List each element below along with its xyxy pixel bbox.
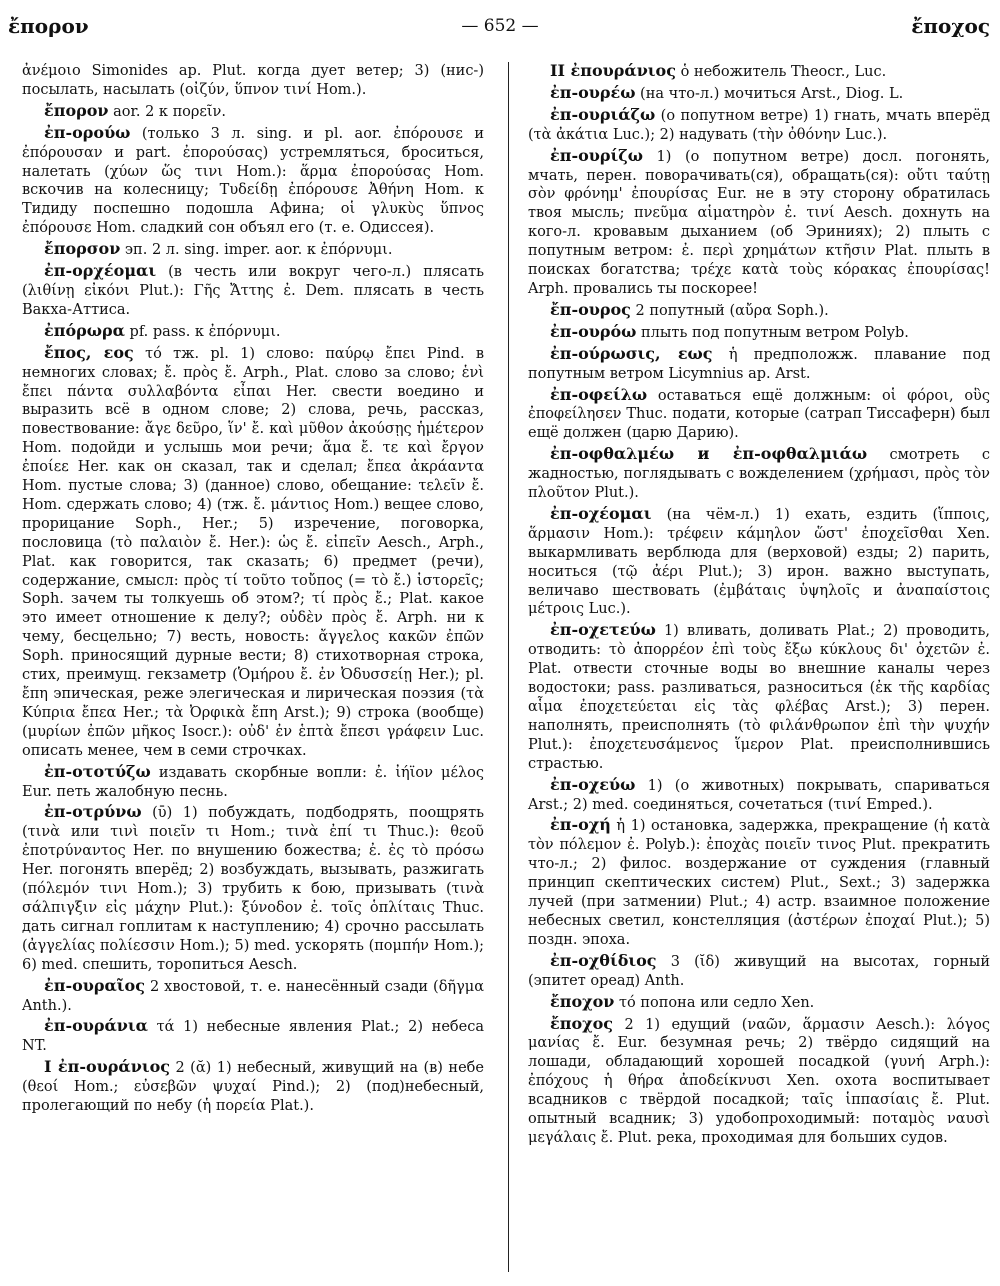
- entry-headword: ἐπ-οχή: [550, 815, 611, 835]
- dictionary-entry: [528, 147, 990, 299]
- entry-headword: ἐπ-οτρύνω: [44, 802, 142, 822]
- entry-headword: ἐπ-ορούω: [44, 122, 131, 142]
- dictionary-entry: [528, 952, 990, 991]
- entry-text: τό тж. pl. 1) слово: παύρῳ ἔπει Pind. в немногих словах; ἔ. πρὸς ἔ. Arph., Plat. слово за слово; ἑνὶ ἔπει πάντα συλλαβόντα εἶπαι Her. свести воедино и выразить всё в одном слове; 2) слова, речь, рассказ, повествование: ἄγε δεῦρο, ἵν' ἔ. καὶ μῦθον ἀκούσῃς ἡμέτερον Hom. подойди и услышь мои речи; ἅμα ἔ. τε καὶ ἔργον ἐποίεε Her. как он сказал, так и сделал; ἔπεα ἀκράαντα Hom. пустые слова; 3) (данное) слово, обещание: τελεῖν ἔ. Hom. сдержать слово; 4) (тж. ἔ. μάντιος Hom.) вещее слово, прорицание Soph., Her.; 5) изречение, поговорка, пословица (τὸ παλαιὸν ἔ. Her.): ὡς ἔ. εἰπεῖν Aesch., Arph., Plat. как говорится, так сказать; 6) предмет (речи), содержание, смысл: πρὸς τί τοῦτο τοὔπος (= τὸ ἔ.) ἱστορεῖς; Soph. зачем ты толкуешь об этом?; τί πρὸς ἔ.; Plat. какое это имеет отношение к делу?; οὐδὲν πρὸς ἔ. Arph. ни к чему, бесцельно; 7) весть, новость: ἄγγελος κακῶν ἐπῶν Soph. приносящий дурные вести; 8) стихотворная строка, стих, преимущ. гекзаметр (Ὁμήρου ἔ. ἐν Ὀδυσσείῃ Her.); pl. ἔπη эпическая, реже элегическая и лирическая поэзия (τὰ Κύπρια ἔπεα Her.; τὰ Ὀρφικὰ ἔπη Arst.); 9) строка (вообще) (μυρίων ἐπῶν μῆκος Isocr.): οὐδ' ἐν ἑπτὰ ἔπεσι γράφειν Luc. описать менее, чем в семи строчках.: [22, 345, 484, 759]
- dictionary-entry: [528, 505, 990, 619]
- dictionary-entry: [528, 323, 990, 343]
- dictionary-entry: [528, 386, 990, 444]
- entry-text: смотреть с жадностью, поглядывать с вожделением (χρήμασι, πρὸς τὸν πλοῦτον Plut.).: [528, 447, 990, 502]
- entry-headword: ἔπορσον: [44, 239, 121, 259]
- entry-headword: ἐπ-οχέομαι: [550, 503, 652, 523]
- dictionary-entry: [22, 344, 484, 761]
- entry-text: 2 попутный (αὔρα Soph.).: [630, 302, 829, 319]
- entry-text: 1) (о животных) покрывать, спариваться Arst.; 2) med. соединяться, сочетаться (τινί Emped.).: [528, 777, 990, 813]
- entry-text: 2 (ᾰ) 1) небесный, живущий на (в) небе (θεοί Hom.; εὐσεβῶν ψυχαί Pind.); 2) (под)небесный, пролегающий по небу (ἡ πορεία Plat.).: [22, 1060, 484, 1115]
- dictionary-entry: [528, 621, 990, 773]
- dictionary-entry: [528, 1015, 990, 1148]
- page-header: [0, 0, 1000, 48]
- dictionary-entry: [22, 977, 484, 1016]
- page-number: — 652 —: [461, 16, 539, 36]
- entry-text: (в честь или вокруг чего-л.) плясать (λιθίνῃ εἰκόνι Plut.): Γῆς Ἄττης ἐ. Dem. плясать в честь Вакха-Аттиса.: [22, 264, 484, 318]
- entry-text: (ῡ) 1) побуждать, подбодрять, поощрять (τινὰ или τινὶ ποιεῖν τι Hom.; τινὰ ἐπί τι Thuc.): θεοῦ ἐποτρύναντος Her. по внушению божества; ἐ. ἐς τὸ πρόσω Her. погонять вперёд; 2) возбуждать, вызывать, разжигать (πόλεμόν τινι Hom.); 3) трубить к бою, призывать (τινὰ σάλπιγξιν εἰς μάχην Plut.): ξύνοδον ἐ. τοῖς ὁπλίταις Thuc. дать сигнал гоплитам к наступлению; 4) срочно рассылать (ἀγγελίας πολίεσσιν Hom.); 5) med. ускорять (πομπήν Hom.); 6) med. спешить, торопиться Aesch.: [22, 805, 484, 973]
- entry-headword: ἐπ-ουρέω: [550, 82, 636, 102]
- column-divider: [508, 62, 509, 1272]
- entry-text: 1) (о попутном ветре) досл. погонять, мчать, перен. поворачивать(ся), обращать(ся): οὔτι ταύτῃ σὸν φρόνημ' ἐπουρίσας Eur. не в эту сторону обратилась твоя мысль; πνεῦμα αἱματηρὸν ἐ. τινί Aesch. дохнуть на кого-л. кровавым дыханием (об Эриниях); 2) плыть с попутным ветром: ἐ. περὶ χρημάτων κτῆσιν Plat. плыть в поисках богатства; τρέχε κατὰ τοὺς κόρακας ἐπουρίσας! Arph. провались ты поскорее!: [528, 148, 990, 297]
- entry-headword: ἐπ-ούρωσις, εως: [550, 343, 713, 363]
- entry-headword: ἐπ-ουρόω: [550, 321, 637, 341]
- dictionary-entry: [528, 301, 990, 321]
- entry-text: плыть под попутным ветром Polyb.: [636, 324, 909, 341]
- dictionary-entry: [528, 84, 990, 104]
- running-headword-left: ἔπορον: [8, 14, 89, 38]
- entry-text: (только 3 л. sing. и pl. aor. ἐπόρουσε и ἐπόρουσαν и part. ἐπορούσας) устремляться, броситься, налетать (χύων ὥς τινι Hom.): ἅρμα ἐπορούσας Hom. вскочив на колесницу; Τυδείδῃ ἐπόρουσε Ἀθήνη Hom. к Тидиду поспешно подошла Афина; οἱ γλυκὺς ὕπνος ἐπόρουσε Hom. сладкий сон объял его (т. е. Одиссея).: [22, 125, 484, 237]
- dictionary-entry: [22, 1058, 484, 1116]
- entry-headword: ἐπ-οφείλω: [550, 384, 648, 404]
- entry-text: (на что-л.) мочиться Arst., Diog. L.: [635, 85, 904, 102]
- dictionary-entry: [528, 345, 990, 384]
- dictionary-entry: [22, 763, 484, 802]
- dictionary-entry: [22, 1017, 484, 1056]
- entry-headword: I ἐπ-ουράνιος: [44, 1057, 170, 1077]
- entry-text: (на чём-л.) 1) ехать, ездить (ἵπποις, ἅρμασιν Hom.): τρέφειν κάμηλον ὥστ' ἐποχεῖσθαι Xen. выкармливать верблюда для (верховой) езды; 2) парить, носиться (τῷ ἀέρι Plut.); 3) ирон. важно выступать, величаво шествовать (ἐμβάταις ὑψηλοῖς и ἀναπαίστοις μέτροις Luc.).: [528, 506, 990, 618]
- dictionary-entry: [22, 102, 484, 122]
- entry-text: τό попона или седло Xen.: [614, 994, 815, 1011]
- dictionary-entry: [528, 445, 990, 503]
- dictionary-entry: [22, 803, 484, 974]
- entry-text: 2 хвостовой, т. е. нанесённый сзади (δῆγμα Anth.).: [22, 978, 484, 1014]
- dictionary-entry: [22, 62, 484, 100]
- entry-text: оставаться ещё должным: οἱ φόροι, οὓς ἐποφείλησεν Thuc. подати, которые (сатрап Тиссаферн) был ещё должен (царю Дарию).: [528, 387, 990, 442]
- entry-headword: ἐπ-οτοτύζω: [44, 761, 151, 781]
- entry-headword: ἐπ-οχετεύω: [550, 620, 656, 640]
- dictionary-entry: [528, 993, 990, 1013]
- entry-text: ἡ предположж. плавание под попутным ветром Licymnius ap. Arst.: [528, 346, 990, 382]
- left-column: [22, 62, 484, 1118]
- entry-headword: II ἐπουράνιος: [550, 61, 676, 80]
- entry-text: эп. 2 л. sing. imper. aor. к ἐπόρνυμι.: [120, 242, 393, 259]
- entry-headword: ἐπ-ορχέομαι: [44, 261, 157, 281]
- entry-text: aor. 2 к πορεῖν.: [108, 103, 226, 120]
- entry-text: ἡ 1) остановка, задержка, прекращение (ἡ κατὰ τὸν πόλεμον ἐ. Polyb.): ἐποχὰς ποιεῖν τινος Plut. прекратить что-л.; 2) филос. воздержание от суждения (главный принцип скептических систем) Plut., Sext.; 3) задержка лучей (при затмении) Plut.; 4) астр. взаимное положение небесных светил, констелляция (ἀστέρων ἐποχαί Plut.); 5) поздн. эпоха.: [528, 818, 990, 948]
- entry-headword: ἐπ-ουραῖος: [44, 975, 145, 995]
- entry-headword: ἐπ-ουρίζω: [550, 145, 643, 165]
- right-column: [528, 62, 990, 1150]
- dictionary-entry: [528, 106, 990, 145]
- entry-text: 3 (ῐδ) живущий на высотах, горный (эпитет ореад) Anth.: [528, 953, 990, 989]
- entry-text: 2 1) едущий (ναῶν, ἅρμασιν Aesch.): λόγος μανίας ἔ. Eur. безумная речь; 2) твёрдо сидящий на лошади, обладающий хорошей посадкой (γυνή Arph.): ἐπόχους ἡ θήρα ἀποδείκνυσι Xen. охота воспитывает всадников с твёрдой посадкой; ταῖς ἱππασίαις ἔ. Plut. опытный всадник; 3) удобопроходимый: ποταμὸς ναυσὶ μεγάλαις ἔ. Plut. река, проходимая для больших судов.: [528, 1016, 990, 1146]
- dictionary-entry: [528, 62, 990, 82]
- entry-text: (о попутном ветре) 1) гнать, мчать вперёд (τὰ ἀκάτια Luc.); 2) надувать (τὴν ὀθόνην Luc.).: [528, 107, 990, 143]
- entry-headword: ἔποχον: [550, 991, 615, 1011]
- dictionary-entry: [22, 240, 484, 260]
- dictionary-entry: [528, 776, 990, 815]
- entry-headword: ἔπορον: [44, 100, 109, 120]
- dictionary-entry: [528, 816, 990, 949]
- entry-headword: ἐπ-οχθίδιος: [550, 950, 657, 970]
- entry-headword: ἔπος, εος: [44, 342, 134, 362]
- entry-headword: ἐπ-οφθαλμέω и ἐπ-οφθαλμιάω: [550, 444, 868, 464]
- entry-headword: ἔπ-ουρος: [550, 299, 631, 319]
- entry-headword: ἐπ-ουράνια: [44, 1016, 148, 1036]
- dictionary-entry: [22, 322, 484, 342]
- entry-headword: ἐπ-οχεύω: [550, 774, 636, 794]
- entry-headword: ἐπόρωρα: [44, 320, 125, 340]
- dictionary-entry: [22, 262, 484, 320]
- entry-headword: ἔποχος: [550, 1013, 614, 1033]
- entry-text: pf. pass. к ἐπόρνυμι.: [124, 323, 281, 340]
- entry-text: τά 1) небесные явления Plat.; 2) небеса NT.: [22, 1019, 484, 1055]
- entry-text: ὁ небожитель Theocr., Luc.: [675, 64, 887, 80]
- entry-text: 1) вливать, доливать Plat.; 2) проводить, отводить: τὸ ἀπορρέον ἐπὶ τοὺς ἔξω κύκλους δι' ὀχετῶν ἐ. Plat. отвести сточные воды во внешние каналы через водостоки; pass. разливаться, разноситься (ἐκ τῆς καρδίας αἷμα ἐποχετεύεται εἰς τὰς φλέβας Arst.); 3) перен. наполнять, преисполнять (τὸ φιλάνθρωπον ἐπὶ τὴν ψυχήν Plut.): ἐποχετευσάμενος ἵμερον Plat. преисполнившись страстью.: [528, 623, 990, 772]
- running-headword-right: ἔποχος: [911, 14, 990, 38]
- entry-text: издавать скорбные вопли: ἐ. ἰήϊον μέλος Eur. петь жалобную песнь.: [22, 764, 484, 800]
- dictionary-entry: [22, 124, 484, 238]
- entry-text: ἀνέμοιο Simonides ap. Plut. когда дует ветер; 3) (нис-) посылать, насылать (οἰζύν, ὕπνον τινί Hom.).: [22, 63, 484, 98]
- entry-headword: ἐπ-ουριάζω: [550, 104, 656, 124]
